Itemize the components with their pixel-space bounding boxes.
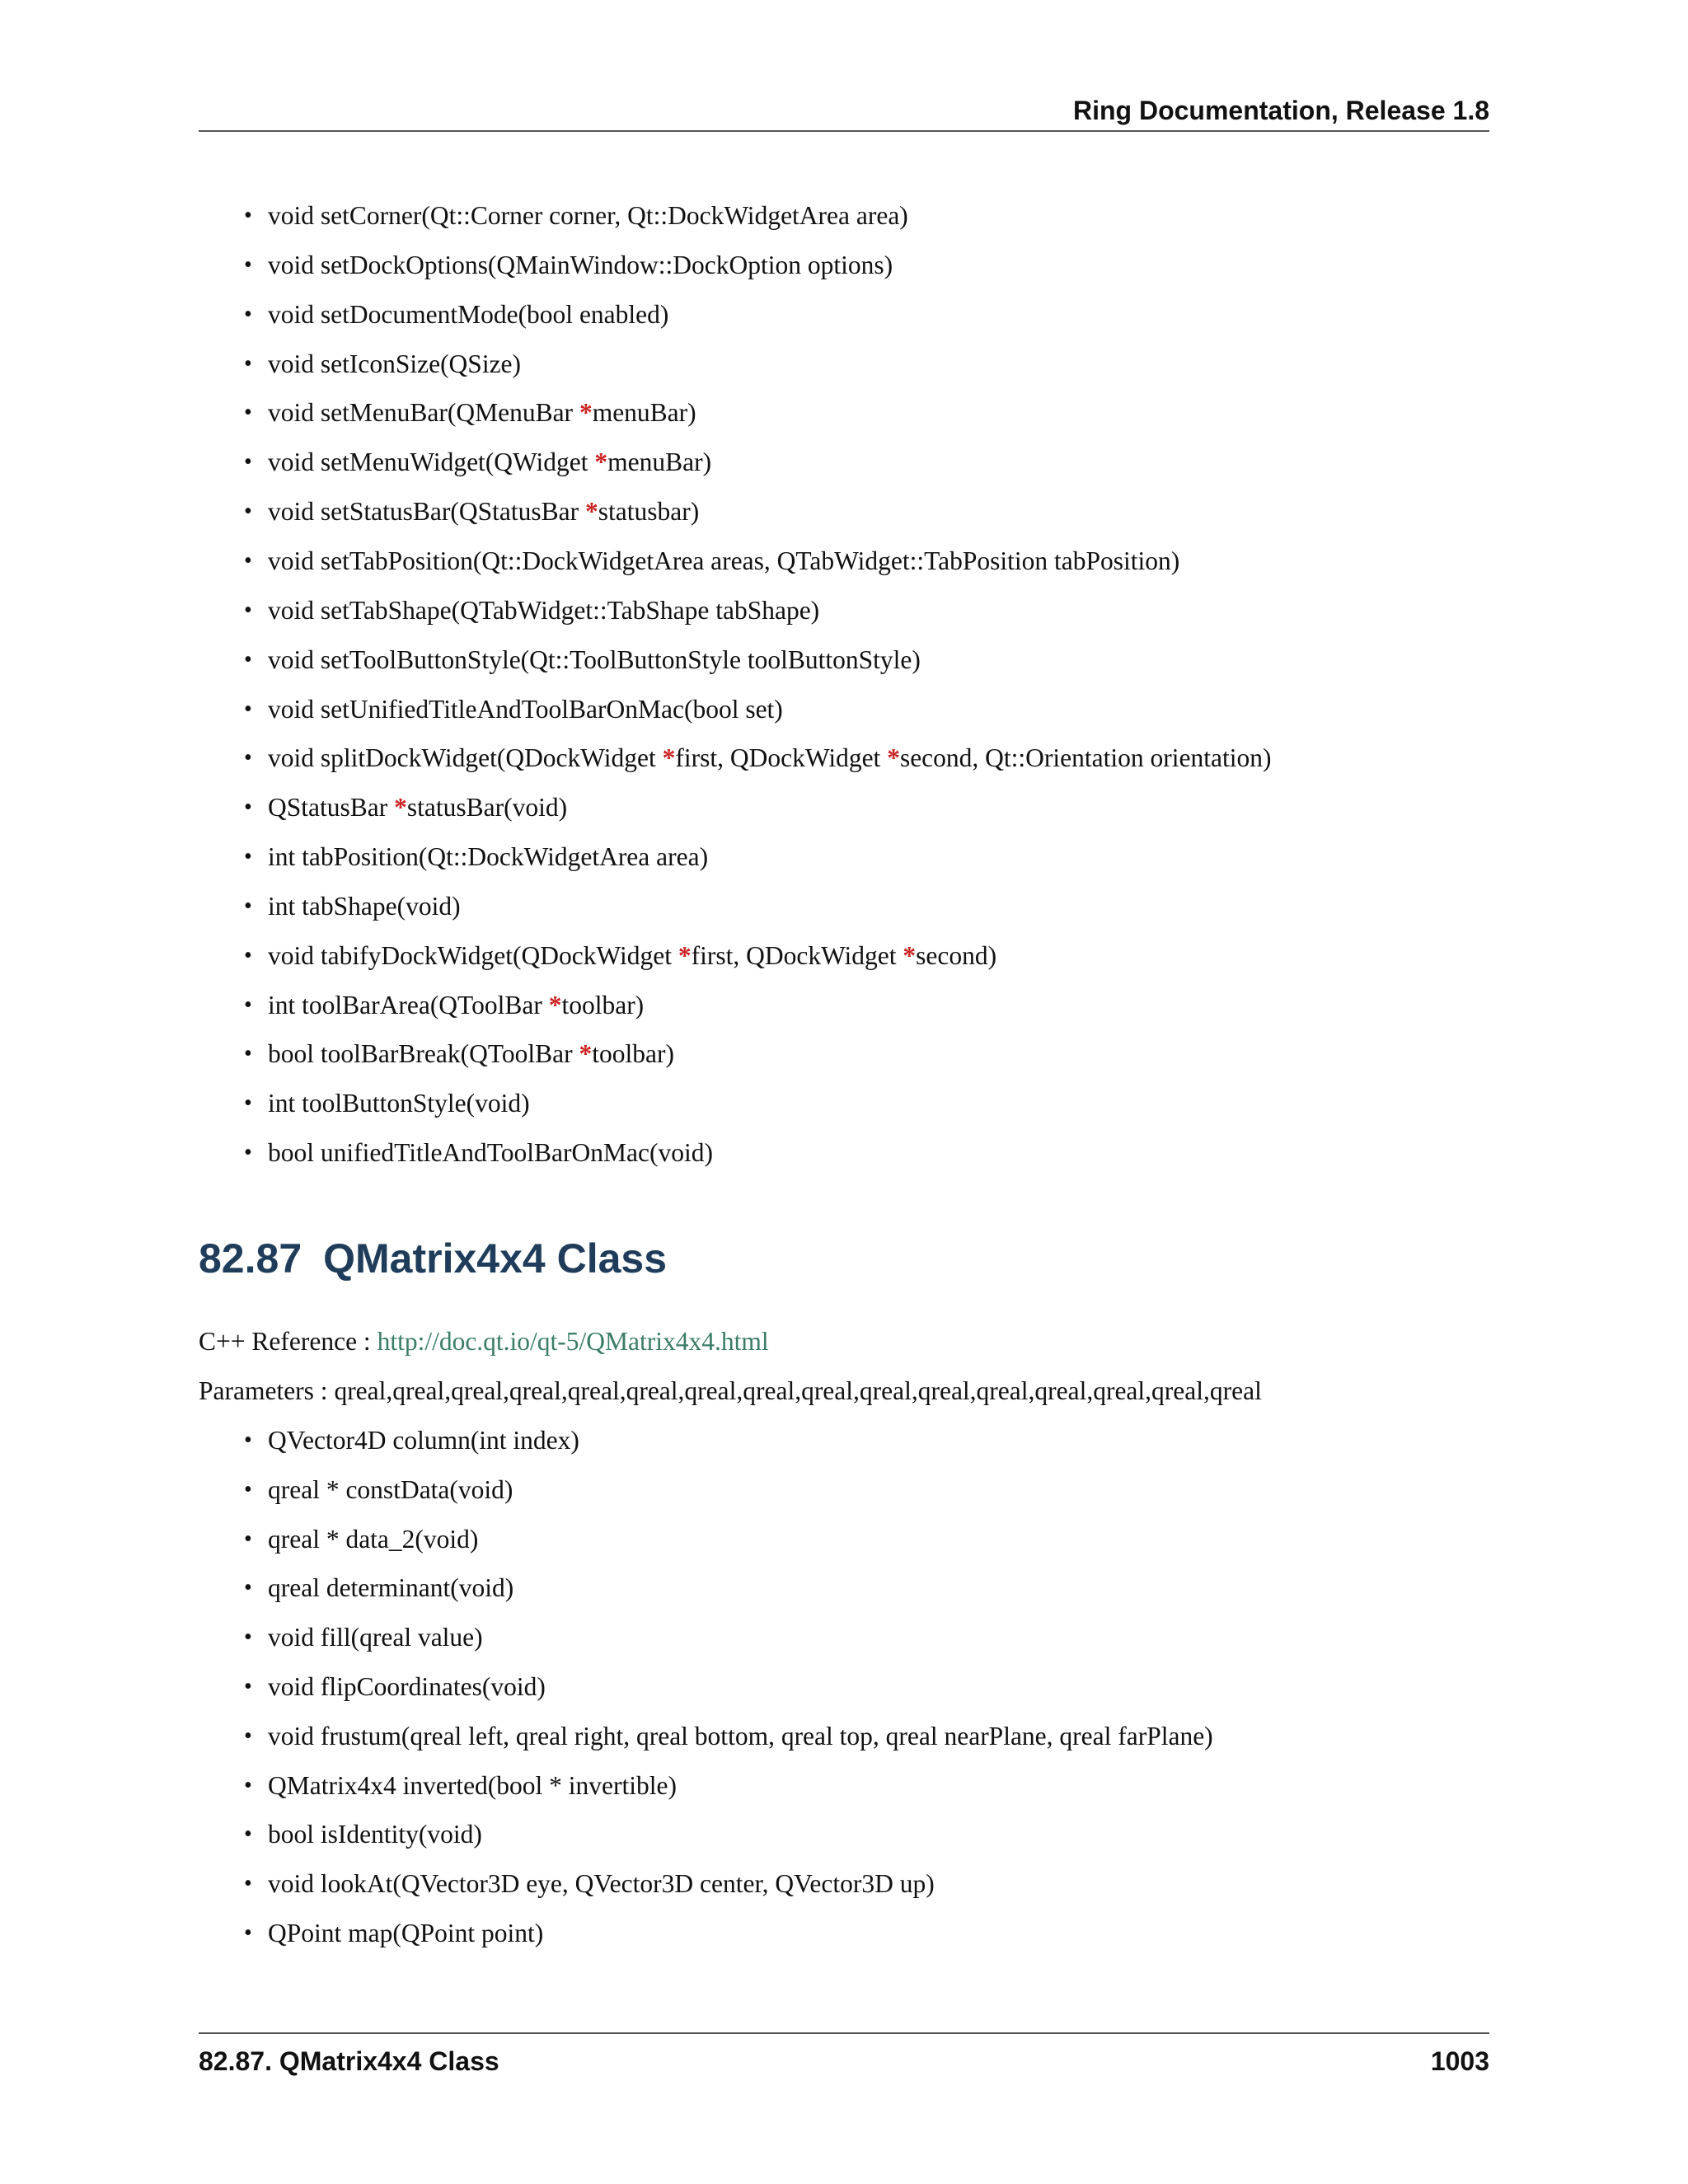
method-item bbox=[268, 1087, 530, 1120]
method-text: void setStatusBar(QStatusBar bbox=[268, 497, 585, 527]
page-header bbox=[199, 92, 1489, 132]
pointer-asterisk: * bbox=[548, 990, 562, 1019]
pointer-asterisk: * bbox=[579, 1039, 593, 1069]
page-footer bbox=[199, 2032, 1489, 2075]
method-text: qreal * constData(void) bbox=[268, 1474, 513, 1504]
method-text: second) bbox=[916, 940, 997, 970]
parameters-label: Parameters : bbox=[199, 1376, 335, 1405]
method-item bbox=[268, 1720, 1213, 1753]
method-item bbox=[268, 1424, 579, 1457]
parameters-line bbox=[199, 1375, 1262, 1408]
section-heading bbox=[199, 1232, 667, 1285]
method-text: void setIconSize(QSize) bbox=[268, 349, 522, 378]
method-item bbox=[268, 989, 644, 1022]
pointer-asterisk: * bbox=[584, 497, 598, 527]
method-text: second, Qt::Orientation orientation) bbox=[899, 743, 1272, 773]
method-item bbox=[268, 1868, 935, 1900]
method-text: qreal * data_2(void) bbox=[268, 1524, 479, 1554]
method-text: int tabPosition(Qt::DockWidgetArea area) bbox=[268, 842, 709, 872]
method-text: void setMenuBar(QMenuBar bbox=[268, 398, 579, 428]
method-item bbox=[268, 249, 893, 282]
running-title: Ring Documentation, Release 1.8 bbox=[1072, 96, 1489, 125]
method-item bbox=[268, 841, 708, 874]
method-text: first, QDockWidget bbox=[675, 743, 888, 773]
method-text: void fill(qreal value) bbox=[268, 1623, 483, 1652]
method-item bbox=[268, 1769, 677, 1802]
method-text: void splitDockWidget(QDockWidget bbox=[268, 743, 663, 773]
method-text: void setDocumentMode(bool enabled) bbox=[268, 299, 669, 329]
method-text: void setTabShape(QTabWidget::TabShape tabShape) bbox=[268, 595, 820, 625]
section-number: 82.87 bbox=[199, 1235, 302, 1282]
method-item bbox=[268, 1818, 482, 1851]
method-item bbox=[268, 298, 668, 331]
method-item bbox=[268, 1671, 546, 1704]
method-text: menuBar) bbox=[607, 448, 712, 477]
method-item bbox=[268, 545, 1179, 578]
method-text: menuBar) bbox=[592, 398, 696, 428]
method-text: int toolBarArea(QToolBar bbox=[268, 990, 549, 1019]
cpp-reference-label: C++ Reference : bbox=[199, 1327, 377, 1356]
method-item bbox=[268, 1474, 513, 1507]
method-item bbox=[268, 594, 819, 627]
method-text: void setMenuWidget(QWidget bbox=[268, 448, 595, 477]
method-item bbox=[268, 446, 711, 479]
method-text: void tabifyDockWidget(QDockWidget bbox=[268, 940, 678, 970]
method-item bbox=[268, 693, 783, 726]
method-text: QVector4D column(int index) bbox=[268, 1426, 579, 1455]
method-text: toolbar) bbox=[561, 990, 645, 1019]
page-number: 1003 bbox=[1430, 2046, 1489, 2076]
pointer-asterisk: * bbox=[579, 398, 593, 428]
parameters-value: qreal,qreal,qreal,qreal,qreal,qreal,qreal,qreal,qreal,qreal,qreal,qreal,qreal,qreal,qreal,qreal bbox=[334, 1376, 1262, 1405]
pointer-asterisk: * bbox=[394, 793, 407, 823]
method-text: bool isIdentity(void) bbox=[268, 1820, 482, 1849]
method-item bbox=[268, 1137, 713, 1169]
pointer-asterisk: * bbox=[903, 940, 917, 970]
method-item bbox=[268, 644, 921, 677]
method-item bbox=[268, 1038, 674, 1071]
pointer-asterisk: * bbox=[678, 940, 692, 970]
method-item bbox=[268, 1572, 513, 1605]
method-text: toolbar) bbox=[592, 1039, 674, 1069]
method-text: void setDockOptions(QMainWindow::DockOption options) bbox=[268, 250, 893, 279]
method-text: first, QDockWidget bbox=[691, 940, 903, 970]
cpp-reference bbox=[199, 1325, 769, 1358]
method-text: void flipCoordinates(void) bbox=[268, 1672, 546, 1701]
method-text: QStatusBar bbox=[268, 793, 395, 823]
section-title: QMatrix4x4 Class bbox=[323, 1235, 668, 1282]
method-text: QPoint map(QPoint point) bbox=[268, 1919, 544, 1947]
method-item bbox=[268, 396, 696, 429]
method-text: void frustum(qreal left, qreal right, qreal bottom, qreal top, qreal nearPlane, qreal farPlane) bbox=[268, 1721, 1213, 1750]
method-text: statusBar(void) bbox=[406, 793, 568, 823]
method-item bbox=[268, 1523, 478, 1556]
method-text: void lookAt(QVector3D eye, QVector3D center, QVector3D up) bbox=[268, 1869, 935, 1899]
method-item bbox=[268, 791, 567, 824]
method-item bbox=[268, 1917, 543, 1950]
method-text: bool unifiedTitleAndToolBarOnMac(void) bbox=[268, 1138, 713, 1168]
method-text: bool toolBarBreak(QToolBar bbox=[268, 1039, 579, 1069]
method-text: qreal determinant(void) bbox=[268, 1573, 514, 1603]
cpp-reference-link[interactable]: http://doc.qt.io/qt-5/QMatrix4x4.html bbox=[377, 1327, 769, 1356]
method-item bbox=[268, 890, 461, 923]
method-item bbox=[268, 1621, 483, 1654]
footer-section: 82.87. QMatrix4x4 Class bbox=[199, 2046, 499, 2076]
method-text: statusbar) bbox=[598, 497, 700, 527]
method-text: int toolButtonStyle(void) bbox=[268, 1089, 530, 1118]
method-item bbox=[268, 199, 908, 232]
pointer-asterisk: * bbox=[662, 743, 676, 773]
method-text: void setCorner(Qt::Corner corner, Qt::DockWidgetArea area) bbox=[268, 201, 908, 230]
method-text: void setTabPosition(Qt::DockWidgetArea areas, QTabWidget::TabPosition tabPosition) bbox=[268, 546, 1180, 575]
method-text: QMatrix4x4 inverted(bool * invertible) bbox=[268, 1770, 678, 1800]
method-text: int tabShape(void) bbox=[268, 891, 461, 921]
method-item bbox=[268, 348, 521, 381]
method-item bbox=[268, 742, 1271, 775]
method-text: void setToolButtonStyle(Qt::ToolButtonStyle toolButtonStyle) bbox=[268, 644, 921, 674]
method-item bbox=[268, 940, 996, 972]
pointer-asterisk: * bbox=[594, 448, 608, 477]
method-text: void setUnifiedTitleAndToolBarOnMac(bool set) bbox=[268, 694, 783, 724]
method-item bbox=[268, 495, 699, 528]
pointer-asterisk: * bbox=[887, 743, 900, 773]
